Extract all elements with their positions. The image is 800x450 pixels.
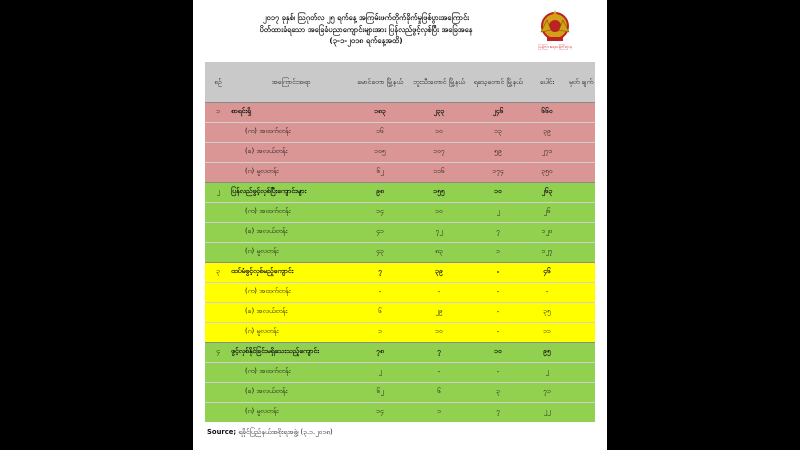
maungdaw-value: ၆၂ xyxy=(351,382,409,402)
row-number xyxy=(205,382,231,402)
row-number xyxy=(205,142,231,162)
total-value: ၂ xyxy=(527,362,567,382)
maungdaw-value: ၁၈၃ xyxy=(351,102,409,122)
remark-cell xyxy=(567,262,595,282)
total-value: ၉၅ xyxy=(527,342,567,362)
total-value: ၂၂ xyxy=(527,402,567,422)
maungdaw-value: ၁၄ xyxy=(351,202,409,222)
total-value: ၂၇၁ xyxy=(527,142,567,162)
row-number xyxy=(205,122,231,142)
remark-cell xyxy=(567,222,595,242)
row-label: (ခ) အလယ်တန်း xyxy=(231,382,351,402)
total-value: ၃၉ xyxy=(527,122,567,142)
row-number xyxy=(205,202,231,222)
remark-cell xyxy=(567,382,595,402)
buthidaung-value: ၂၉ xyxy=(409,302,469,322)
maungdaw-value: ၄၃ xyxy=(351,242,409,262)
rathedaung-value: ၅၉ xyxy=(469,142,527,162)
row-number xyxy=(205,402,231,422)
sub-row xyxy=(205,122,595,142)
buthidaung-value: ၃၉ xyxy=(409,262,469,282)
rathedaung-value: ၇ xyxy=(469,222,527,242)
remark-cell xyxy=(567,202,595,222)
document-page xyxy=(193,0,607,450)
remark-cell xyxy=(567,242,595,262)
row-number xyxy=(205,162,231,182)
rathedaung-value: ၁၀ xyxy=(469,182,527,202)
section-row xyxy=(205,182,595,202)
rathedaung-value: - xyxy=(469,322,527,342)
row-label: (ခ) အလယ်တန်း xyxy=(231,302,351,322)
rathedaung-value: ၂၄၆ xyxy=(469,102,527,122)
sub-row xyxy=(205,322,595,342)
rathedaung-value: - xyxy=(469,262,527,282)
rathedaung-value: ၁၀ xyxy=(469,342,527,362)
buthidaung-value: ၁၀ xyxy=(409,322,469,342)
maungdaw-value: ၆ xyxy=(351,302,409,322)
buthidaung-value: ၁ xyxy=(409,402,469,422)
buthidaung-value: ၆ xyxy=(409,382,469,402)
row-label: (ဂ) မူလတန်း xyxy=(231,322,351,342)
col-no: စဉ် xyxy=(205,62,231,102)
remark-cell xyxy=(567,102,595,122)
total-value: ၆၆၀ xyxy=(527,102,567,122)
buthidaung-value: ၁၀၇ xyxy=(409,142,469,162)
rathedaung-value: ၃ xyxy=(469,382,527,402)
total-value: ၃၅၀ xyxy=(527,162,567,182)
rathedaung-value: ၁၃ xyxy=(469,122,527,142)
remark-cell xyxy=(567,122,595,142)
maungdaw-value: ၁၆ xyxy=(351,122,409,142)
remark-cell xyxy=(567,182,595,202)
row-label: ပြန်လည်ဖွင့်လှစ်ပြီးကျောင်းများ xyxy=(231,182,351,202)
sub-row xyxy=(205,282,595,302)
remark-cell xyxy=(567,362,595,382)
row-label: (ခ) အလယ်တန်း xyxy=(231,222,351,242)
total-value: ၄၆ xyxy=(527,262,567,282)
row-label: (ဂ) မူလတန်း xyxy=(231,402,351,422)
table-body xyxy=(205,102,595,422)
rathedaung-value: - xyxy=(469,282,527,302)
section-row xyxy=(205,102,595,122)
title-line-2: ပိတ်ထားခံရသော အခြေခံပညာကျောင်းများအား ပြန်လည်ဖွင့်လှစ်ပြီး အခြေအနေ xyxy=(259,24,473,34)
buthidaung-value: ၇ xyxy=(409,342,469,362)
sub-row xyxy=(205,162,595,182)
rathedaung-value: ၁၇၄ xyxy=(469,162,527,182)
remark-cell xyxy=(567,402,595,422)
source-note xyxy=(207,428,333,438)
buthidaung-value: ၁၀ xyxy=(409,122,469,142)
col-rathedaung: ရသေ့တောင် မြို့နယ် xyxy=(469,62,527,102)
row-label: (ဂ) မူလတန်း xyxy=(231,162,351,182)
total-value: ၇၁ xyxy=(527,382,567,402)
row-number: ၁ xyxy=(205,102,231,122)
row-number xyxy=(205,242,231,262)
row-label: (ဂ) မူလတန်း xyxy=(231,242,351,262)
row-number: ၃ xyxy=(205,262,231,282)
remark-cell xyxy=(567,322,595,342)
rathedaung-value: - xyxy=(469,302,527,322)
maungdaw-value: ၆၂ xyxy=(351,162,409,182)
row-number xyxy=(205,322,231,342)
total-value: ၁၂၀ xyxy=(527,222,567,242)
remark-cell xyxy=(567,162,595,182)
total-value: ၂၆ xyxy=(527,202,567,222)
maungdaw-value: ၇၈ xyxy=(351,342,409,362)
source-label: Source; xyxy=(207,428,237,436)
col-item: အကြောင်းအရာ xyxy=(231,62,351,102)
document-title xyxy=(201,12,531,47)
remark-cell xyxy=(567,302,595,322)
title-line-3: (၃-၁-၂၀၁၈ ရက်နေ့အထိ) xyxy=(329,36,403,45)
title-line-1: ၂၀၁၇ ခုနှစ်၊ သြဂုတ်လ ၂၅ ရက်နေ့ အကြမ်းဖက်တိုက်ခိုက်မှုဖြစ်ပွားအကြောင်း xyxy=(262,13,470,22)
sub-row xyxy=(205,302,595,322)
col-total: ပေါင်း xyxy=(527,62,567,102)
buthidaung-value: ၁၅၅ xyxy=(409,182,469,202)
row-label: (က) အထက်တန်း xyxy=(231,282,351,302)
buthidaung-value: ၇၂ xyxy=(409,222,469,242)
section-row xyxy=(205,342,595,362)
rathedaung-value: - xyxy=(469,362,527,382)
row-label: (က) အထက်တန်း xyxy=(231,362,351,382)
total-value: ၁၂၇ xyxy=(527,242,567,262)
sub-row xyxy=(205,382,595,402)
total-value: ၃၅ xyxy=(527,302,567,322)
maungdaw-value: ၁ xyxy=(351,322,409,342)
buthidaung-value: ၁၀ xyxy=(409,202,469,222)
rathedaung-value: ၂ xyxy=(469,202,527,222)
table-header-row xyxy=(205,62,595,102)
total-value: - xyxy=(527,282,567,302)
section-row xyxy=(205,262,595,282)
col-maungdaw: မောင်တော မြို့နယ် xyxy=(351,62,409,102)
schools-table xyxy=(205,62,595,422)
buthidaung-value: ၂၃၃ xyxy=(409,102,469,122)
sub-row xyxy=(205,222,595,242)
row-label: စာရင်းရှိ xyxy=(231,102,351,122)
maungdaw-value: ၇ xyxy=(351,262,409,282)
col-remark: မှတ် ချက် xyxy=(567,62,595,102)
remark-cell xyxy=(567,342,595,362)
maungdaw-value: ၂ xyxy=(351,362,409,382)
maungdaw-value: ၉၈ xyxy=(351,182,409,202)
row-label: (က) အထက်တန်း xyxy=(231,122,351,142)
remark-cell xyxy=(567,282,595,302)
row-number: ၄ xyxy=(205,342,231,362)
row-number xyxy=(205,222,231,242)
row-number: ၂ xyxy=(205,182,231,202)
maungdaw-value: - xyxy=(351,282,409,302)
total-value: ၂၆၃ xyxy=(527,182,567,202)
row-label: (က) အထက်တန်း xyxy=(231,202,351,222)
row-number xyxy=(205,282,231,302)
buthidaung-value: ၈၃ xyxy=(409,242,469,262)
sub-row xyxy=(205,202,595,222)
row-label: ဖွင့်လှစ်နိုင်ခြင်းမရှိသေးသည့်ကျောင်း xyxy=(231,342,351,362)
buthidaung-value: - xyxy=(409,282,469,302)
row-label: (ခ) အလယ်တန်း xyxy=(231,142,351,162)
document-header xyxy=(193,6,607,56)
sub-row xyxy=(205,142,595,162)
sub-row xyxy=(205,242,595,262)
sub-row xyxy=(205,362,595,382)
row-label: ထပ်မံဖွင့်လှစ်မည့်ကျောင်း xyxy=(231,262,351,282)
buthidaung-value: ၁၁၆ xyxy=(409,162,469,182)
row-number xyxy=(205,302,231,322)
col-buthidaung: ဘူးသီးတောင် မြို့နယ် xyxy=(409,62,469,102)
maungdaw-value: ၄၁ xyxy=(351,222,409,242)
total-value: ၁၁ xyxy=(527,322,567,342)
maungdaw-value: ၁၀၅ xyxy=(351,142,409,162)
buthidaung-value: - xyxy=(409,362,469,382)
emblem-caption: ပြန်ကြားရေးဝန်ကြီးဌာန xyxy=(538,44,572,49)
rathedaung-value: ၁ xyxy=(469,242,527,262)
remark-cell xyxy=(567,142,595,162)
source-text: ရခိုင်ပြည်နယ်အစိုးရအဖွဲ့၊ (၃.၁.၂၀၁၈) xyxy=(238,428,333,436)
maungdaw-value: ၁၄ xyxy=(351,402,409,422)
row-number xyxy=(205,362,231,382)
sub-row xyxy=(205,402,595,422)
rathedaung-value: ၇ xyxy=(469,402,527,422)
